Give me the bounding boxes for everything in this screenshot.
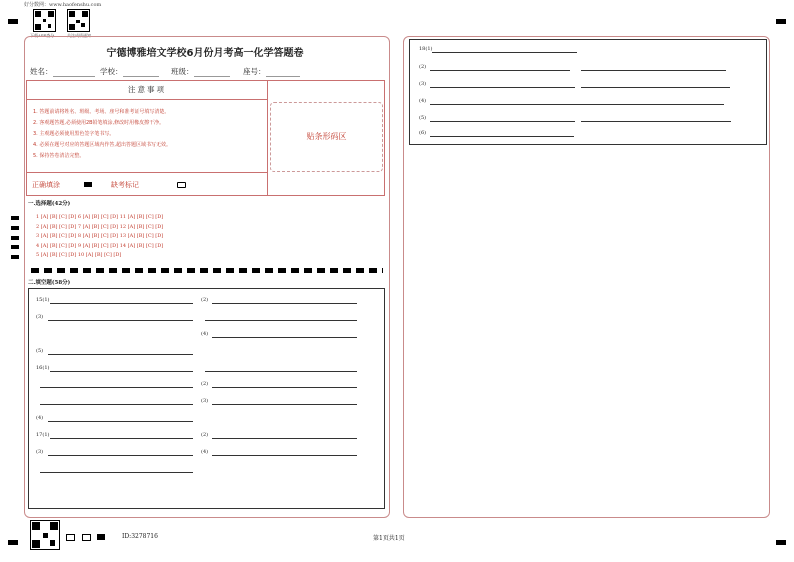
barcode-area: 贴条形码区: [270, 102, 383, 172]
q16-4-line[interactable]: [48, 421, 193, 422]
q15-2-label: (2): [201, 297, 209, 303]
section-separator: [31, 268, 383, 273]
notice-body: [27, 99, 268, 173]
seat-field: [243, 66, 300, 77]
notice-item: 5. 保持答卷清洁完整。: [33, 153, 85, 159]
qr-code-footer-icon: [30, 520, 60, 550]
q16-1b-line[interactable]: [205, 371, 357, 372]
q17-4b-line[interactable]: [40, 472, 193, 473]
notice-item: 2. 客观题答题,必须使用2B铅笔填涂,修改时用橡皮擦干净。: [33, 120, 165, 126]
footer-box-icon: [82, 534, 91, 541]
fill-example-row: [27, 173, 268, 195]
q17-4-label: (4): [201, 449, 209, 455]
absent-mark-label: 缺考标记: [111, 181, 139, 189]
q16-3-line[interactable]: [212, 404, 357, 405]
qr-code-download-icon: [33, 9, 56, 32]
school-field: [100, 66, 159, 77]
q15-3-label: (3): [36, 314, 44, 320]
filled-bubble-icon: [84, 182, 92, 187]
q16-2-line[interactable]: [212, 387, 357, 388]
q16-4-label: (4): [36, 415, 44, 421]
choice-row[interactable]: 1 [A] [B] [C] [D] 6 [A] [B] [C] [D] 11 [A] [B] [C] [D]: [36, 214, 164, 220]
q15-5-label: (5): [36, 348, 44, 354]
notice-item: 4. 必须在题号对应的答题区域内作答,超出答题区域书写无效。: [33, 142, 171, 148]
corner-mark-top-right: [776, 19, 786, 24]
seat-blank[interactable]: [266, 68, 300, 77]
corner-mark-bottom-left: [8, 540, 18, 545]
footer-id: ID:3278716: [122, 533, 158, 540]
class-blank[interactable]: [194, 68, 230, 77]
qr-code-follow-icon: [67, 9, 90, 32]
correct-fill-label: 正确填涂: [32, 181, 60, 189]
choice-row[interactable]: 3 [A] [B] [C] [D] 8 [A] [B] [C] [D] 13 [A] [B] [C] [D]: [36, 233, 164, 239]
q18-6-line[interactable]: [430, 136, 574, 137]
q15-5-line[interactable]: [48, 354, 193, 355]
q18-5-label: (5): [419, 115, 427, 121]
name-field: [30, 66, 95, 77]
q18-3-label: (3): [419, 81, 427, 87]
q16-2-label: (2): [201, 381, 209, 387]
corner-mark-bottom-right: [776, 540, 786, 545]
choice-row[interactable]: 2 [A] [B] [C] [D] 7 [A] [B] [C] [D] 12 [A] [B] [C] [D]: [36, 224, 164, 230]
q15-4-line[interactable]: [212, 337, 357, 338]
q16-3-label: (3): [201, 398, 209, 404]
page-title: 宁德博雅培文学校6月份月考高一化学答题卷: [106, 48, 304, 59]
class-field: [171, 66, 230, 77]
q18-3-line[interactable]: [430, 87, 575, 88]
qr-right-label: 关注成绩通知: [67, 33, 91, 38]
q18-6-label: (6): [419, 130, 427, 136]
choice-heading: 一.选择题(42分): [28, 201, 71, 207]
notice-item: 1. 答题前请将姓名、班级、考场、座号和准考证号填写清楚。: [33, 109, 170, 115]
q16-1-label: 16(1): [36, 365, 50, 371]
timing-mark: [11, 226, 19, 230]
notice-item: 3. 主观题必须使用黑色签字笔书写。: [33, 131, 115, 137]
seat-label: 座号：: [243, 67, 266, 76]
q18-4-label: (4): [419, 98, 427, 104]
q18-2-label: (2): [419, 64, 427, 70]
name-label: 姓名：: [30, 67, 53, 76]
q17-4-line[interactable]: [212, 455, 357, 456]
school-blank[interactable]: [123, 68, 159, 77]
q17-2-label: (2): [201, 432, 209, 438]
notice-heading: 注意事项: [27, 81, 268, 100]
q15-3b-line[interactable]: [205, 320, 357, 321]
timing-mark: [11, 216, 19, 220]
q16-2b-line[interactable]: [40, 404, 193, 405]
timing-mark: [11, 255, 19, 259]
q15-4-label: (4): [201, 331, 209, 337]
q15-2-line[interactable]: [212, 303, 357, 304]
q16-1-line[interactable]: [50, 371, 193, 372]
q17-3-label: (3): [36, 449, 44, 455]
qr-left-label: 下载APP查分: [30, 33, 55, 38]
q15-3-line[interactable]: [48, 320, 193, 321]
timing-mark: [11, 245, 19, 249]
q18-1-line[interactable]: [432, 52, 577, 53]
q18-2b-line[interactable]: [581, 70, 726, 71]
q16-1c-line[interactable]: [40, 387, 193, 388]
q18-4-line[interactable]: [430, 104, 724, 105]
footer-filled-box-icon: [97, 534, 105, 540]
q15-1-line[interactable]: [50, 303, 193, 304]
q17-2-line[interactable]: [212, 438, 357, 439]
q17-3-line[interactable]: [48, 455, 193, 456]
site-url: 好分数网：www.haofenshu.com: [24, 2, 102, 8]
q18-3b-line[interactable]: [581, 87, 730, 88]
choice-row[interactable]: 5 [A] [B] [C] [D] 10 [A] [B] [C] [D]: [36, 252, 122, 258]
q18-answer-box: [409, 39, 767, 145]
q18-1-label: 18(1): [419, 46, 433, 52]
absent-checkbox[interactable]: [177, 182, 186, 188]
school-label: 学校：: [100, 67, 123, 76]
name-blank[interactable]: [53, 68, 95, 77]
q18-5b-line[interactable]: [581, 121, 731, 122]
class-label: 班级：: [171, 67, 194, 76]
fill-heading: 二.填空题(58分): [28, 280, 71, 286]
choice-row[interactable]: 4 [A] [B] [C] [D] 9 [A] [B] [C] [D] 14 [A] [B] [C] [D]: [36, 243, 164, 249]
notice-box: [26, 80, 385, 196]
corner-mark-top-left: [8, 19, 18, 24]
footer-page: 第1页共1页: [373, 535, 405, 542]
q17-1-label: 17(1): [36, 432, 50, 438]
q18-5-line[interactable]: [430, 121, 575, 122]
q15-1-label: 15(1): [36, 297, 50, 303]
footer-box-icon: [66, 534, 75, 541]
q17-1-line[interactable]: [50, 438, 193, 439]
timing-mark: [11, 236, 19, 240]
q18-2-line[interactable]: [430, 70, 570, 71]
